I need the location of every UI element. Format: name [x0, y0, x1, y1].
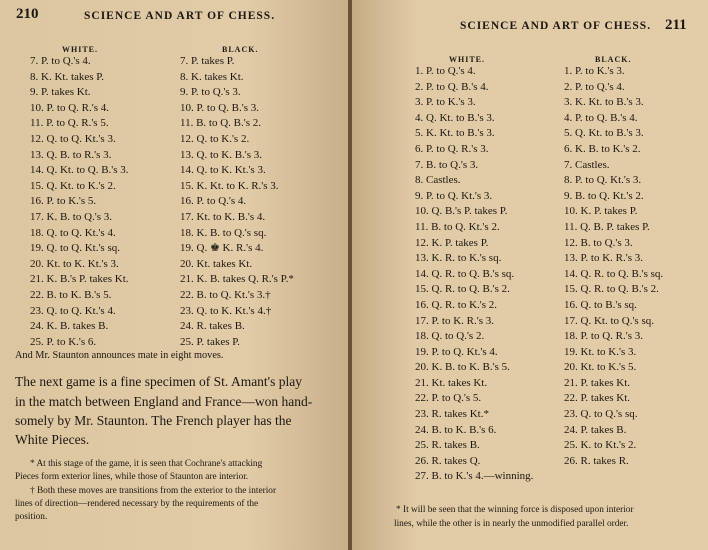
right-page: [352, 0, 708, 550]
move-entry: 12. Q. to Q. Kt.'s 3.: [30, 132, 116, 145]
page-number: 211: [665, 17, 687, 33]
move-entry: 17. Q. Kt. to Q.'s sq.: [564, 314, 654, 327]
move-entry: 19. Q. ♚ K. R.'s 4.: [180, 242, 264, 255]
move-entry: 16. P. to K.'s 5.: [30, 195, 97, 208]
move-entry: 21. K. B.'s P. takes Kt.: [30, 273, 129, 286]
move-entry: 14. Q. to K. Kt.'s 3.: [180, 164, 266, 177]
move-entry: 18. Q. to Q.'s 2.: [415, 330, 485, 343]
move-entry: 14. Q. R. to Q. B.'s sq.: [564, 267, 664, 280]
page-number: 210: [16, 6, 39, 22]
move-entry: 3. K. Kt. to B.'s 3.: [564, 96, 644, 109]
move-entry: 16. P. to Q.'s 4.: [180, 195, 247, 208]
move-entry: 27. B. to K.'s 4.—winning.: [415, 470, 534, 483]
move-entry: 17. P. to K. R.'s 3.: [415, 314, 494, 327]
move-entry: 10. K. P. takes P.: [564, 205, 638, 218]
black-moves-list: [180, 54, 294, 350]
move-entry: 8. Castles.: [415, 174, 461, 187]
move-entry: 13. P. to K. R.'s 3.: [564, 252, 643, 265]
paragraph-line: White Pieces.: [15, 432, 90, 447]
move-entry: 8. P. to Q. Kt.'s 3.: [564, 174, 642, 187]
move-entry: 19. Kt. to K.'s 3.: [564, 345, 637, 358]
move-entry: 25. R. takes B.: [415, 439, 480, 452]
move-entry: 2. P. to Q. B.'s 4.: [415, 80, 489, 93]
move-entry: 19. P. to Q. Kt.'s 4.: [415, 345, 498, 358]
move-entry: 3. P. to K.'s 3.: [415, 96, 476, 109]
paragraph-line: somely by Mr. Staunton. The French player has the: [15, 413, 292, 428]
move-entry: 9. B. to Q. Kt.'s 2.: [564, 189, 644, 202]
move-entry: 18. P. to Q. R.'s 3.: [564, 330, 643, 343]
move-entry: 7. B. to Q.'s 3.: [415, 158, 479, 171]
move-entry: 5. K. Kt. to B.'s 3.: [415, 127, 495, 140]
move-entry: 1. P. to Q.'s 4.: [415, 65, 476, 77]
move-entry: 14. Q. Kt. to Q. B.'s 3.: [30, 164, 129, 177]
move-entry: 16. Q. R. to K.'s 2.: [415, 298, 498, 311]
move-entry: 7. P. to Q.'s 4.: [30, 55, 91, 67]
white-column-header: WHITE.: [62, 45, 99, 54]
move-entry: 22. B. to Q. Kt.'s 3.†: [180, 288, 271, 301]
move-entry: 10. P. to Q. R.'s 4.: [30, 101, 109, 114]
move-entry: 14. Q. R. to Q. B.'s sq.: [415, 267, 515, 280]
move-entry: 5. Q. Kt. to B.'s 3.: [564, 127, 644, 140]
move-entry: 17. K. B. to Q.'s 3.: [30, 210, 113, 223]
footnote-line: Pieces form exterior lines, while those of Staunton are interior.: [15, 472, 249, 482]
move-entry: 22. P. takes Kt.: [564, 392, 630, 405]
move-entry: 24. B. to K. B.'s 6.: [415, 423, 497, 436]
paragraph-line: in the match between England and France—won hand-: [15, 394, 313, 409]
move-entry: 20. Kt. to K. Kt.'s 3.: [30, 257, 119, 270]
move-entry: 7. P. takes P.: [180, 55, 235, 67]
move-entry: 24. P. takes B.: [564, 423, 627, 436]
move-entry: 24. K. B. takes B.: [30, 320, 109, 333]
move-entry: 9. P. to Q. Kt.'s 3.: [415, 189, 493, 202]
move-entry: 26. R. takes R.: [564, 454, 629, 467]
move-entry: 24. R. takes B.: [180, 320, 245, 333]
black-moves-list: [564, 64, 663, 469]
move-entry: 11. P. to Q. R.'s 5.: [30, 117, 109, 130]
move-entry: 22. P. to Q.'s 5.: [415, 392, 482, 405]
move-entry: 23. Q. to Q.'s sq.: [564, 408, 638, 421]
move-entry: 25. K. to Kt.'s 2.: [564, 439, 637, 452]
move-entry: 10. Q. B.'s P. takes P.: [415, 205, 508, 218]
running-head: SCIENCE AND ART OF CHESS.: [84, 10, 276, 22]
move-entry: 23. R. takes Kt.*: [415, 408, 489, 421]
move-entry: 2. P. to Q.'s 4.: [564, 80, 625, 93]
running-head: SCIENCE AND ART OF CHESS.: [460, 20, 652, 32]
move-entry: 15. Q. Kt. to K.'s 2.: [30, 179, 116, 192]
move-entry: 11. B. to Q. B.'s 2.: [180, 117, 262, 130]
footnote-line: lines, while the other is in nearly the unmodified parallel order.: [394, 519, 629, 529]
move-entry: 10. P. to Q. B.'s 3.: [180, 101, 259, 114]
footnote-line: * It will be seen that the winning force is disposed upon interior: [396, 505, 634, 515]
move-entry: 23. Q. to K. Kt.'s 4.†: [180, 304, 272, 317]
move-entry: 18. K. B. to Q.'s sq.: [180, 226, 267, 239]
move-entry: 23. Q. to Q. Kt.'s 4.: [30, 304, 116, 317]
move-entry: 15. Q. R. to Q. B.'s 2.: [564, 283, 659, 296]
move-entry: 7. Castles.: [564, 158, 610, 171]
left-page: [0, 0, 350, 550]
white-moves-list: [415, 64, 533, 485]
move-entry: 20. K. B. to K. B.'s 5.: [415, 361, 510, 374]
move-entry: 12. Q. to K.'s 2.: [180, 132, 250, 145]
white-moves-list: [30, 54, 129, 350]
move-entry: 9. P. to Q.'s 3.: [180, 86, 241, 99]
move-entry: 16. Q. to B.'s sq.: [564, 298, 637, 311]
footnote-line: † Both these moves are transitions from the exterior to the interior: [30, 486, 277, 496]
move-entry: 4. P. to Q. B.'s 4.: [564, 111, 638, 124]
move-entry: 25. P. takes P.: [180, 335, 240, 348]
move-entry: 22. B. to K. B.'s 5.: [30, 288, 112, 301]
move-entry: 13. K. R. to K.'s sq.: [415, 252, 502, 265]
move-entry: 12. B. to Q.'s 3.: [564, 236, 633, 249]
black-column-header: BLACK.: [222, 45, 259, 54]
move-entry: 8. K. takes Kt.: [180, 70, 244, 83]
move-entry: 21. K. B. takes Q. R.'s P.*: [180, 273, 294, 286]
move-entry: 17. Kt. to K. B.'s 4.: [180, 210, 266, 223]
move-entry: 19. Q. to Q. Kt.'s sq.: [30, 242, 120, 255]
move-entry: 8. K. Kt. takes P.: [30, 70, 104, 83]
move-entry: 26. R. takes Q.: [415, 454, 481, 467]
move-entry: 13. Q. to K. B.'s 3.: [180, 148, 263, 161]
move-entry: 11. B. to Q. Kt.'s 2.: [415, 220, 500, 233]
move-entry: 20. Kt. to K.'s 5.: [564, 361, 637, 374]
move-entry: 21. P. takes Kt.: [564, 376, 630, 389]
move-entry: 20. Kt. takes Kt.: [180, 257, 253, 270]
footnote-line: * At this stage of the game, it is seen that Cochrane's attacking: [30, 459, 263, 469]
move-entry: 1. P. to K.'s 3.: [564, 65, 625, 77]
move-entry: 25. P. to K.'s 6.: [30, 335, 97, 348]
black-column-header: BLACK.: [595, 55, 632, 64]
move-entry: 11. Q. B. P. takes P.: [564, 220, 650, 233]
move-entry: 21. Kt. takes Kt.: [415, 376, 488, 389]
paragraph-line: The next game is a fine specimen of St. Amant's play: [15, 374, 302, 389]
move-entry: 9. P. takes Kt.: [30, 86, 91, 99]
footnote-line: lines of direction—rendered necessary by the requirements of the: [15, 499, 259, 509]
move-entry: 15. Q. R. to Q. B.'s 2.: [415, 283, 510, 296]
mate-announcement: And Mr. Staunton announces mate in eight moves.: [15, 350, 224, 361]
move-entry: 6. K. B. to K.'s 2.: [564, 142, 641, 155]
move-entry: 13. Q. B. to R.'s 3.: [30, 148, 112, 161]
move-entry: 6. P. to Q. R.'s 3.: [415, 142, 489, 155]
move-entry: 15. K. Kt. to K. R.'s 3.: [180, 179, 279, 192]
footnote-line: position.: [15, 512, 48, 522]
move-entry: 4. Q. Kt. to B.'s 3.: [415, 111, 495, 124]
move-entry: 12. K. P. takes P.: [415, 236, 489, 249]
move-entry: 18. Q. to Q. Kt.'s 4.: [30, 226, 116, 239]
white-column-header: WHITE.: [449, 55, 486, 64]
